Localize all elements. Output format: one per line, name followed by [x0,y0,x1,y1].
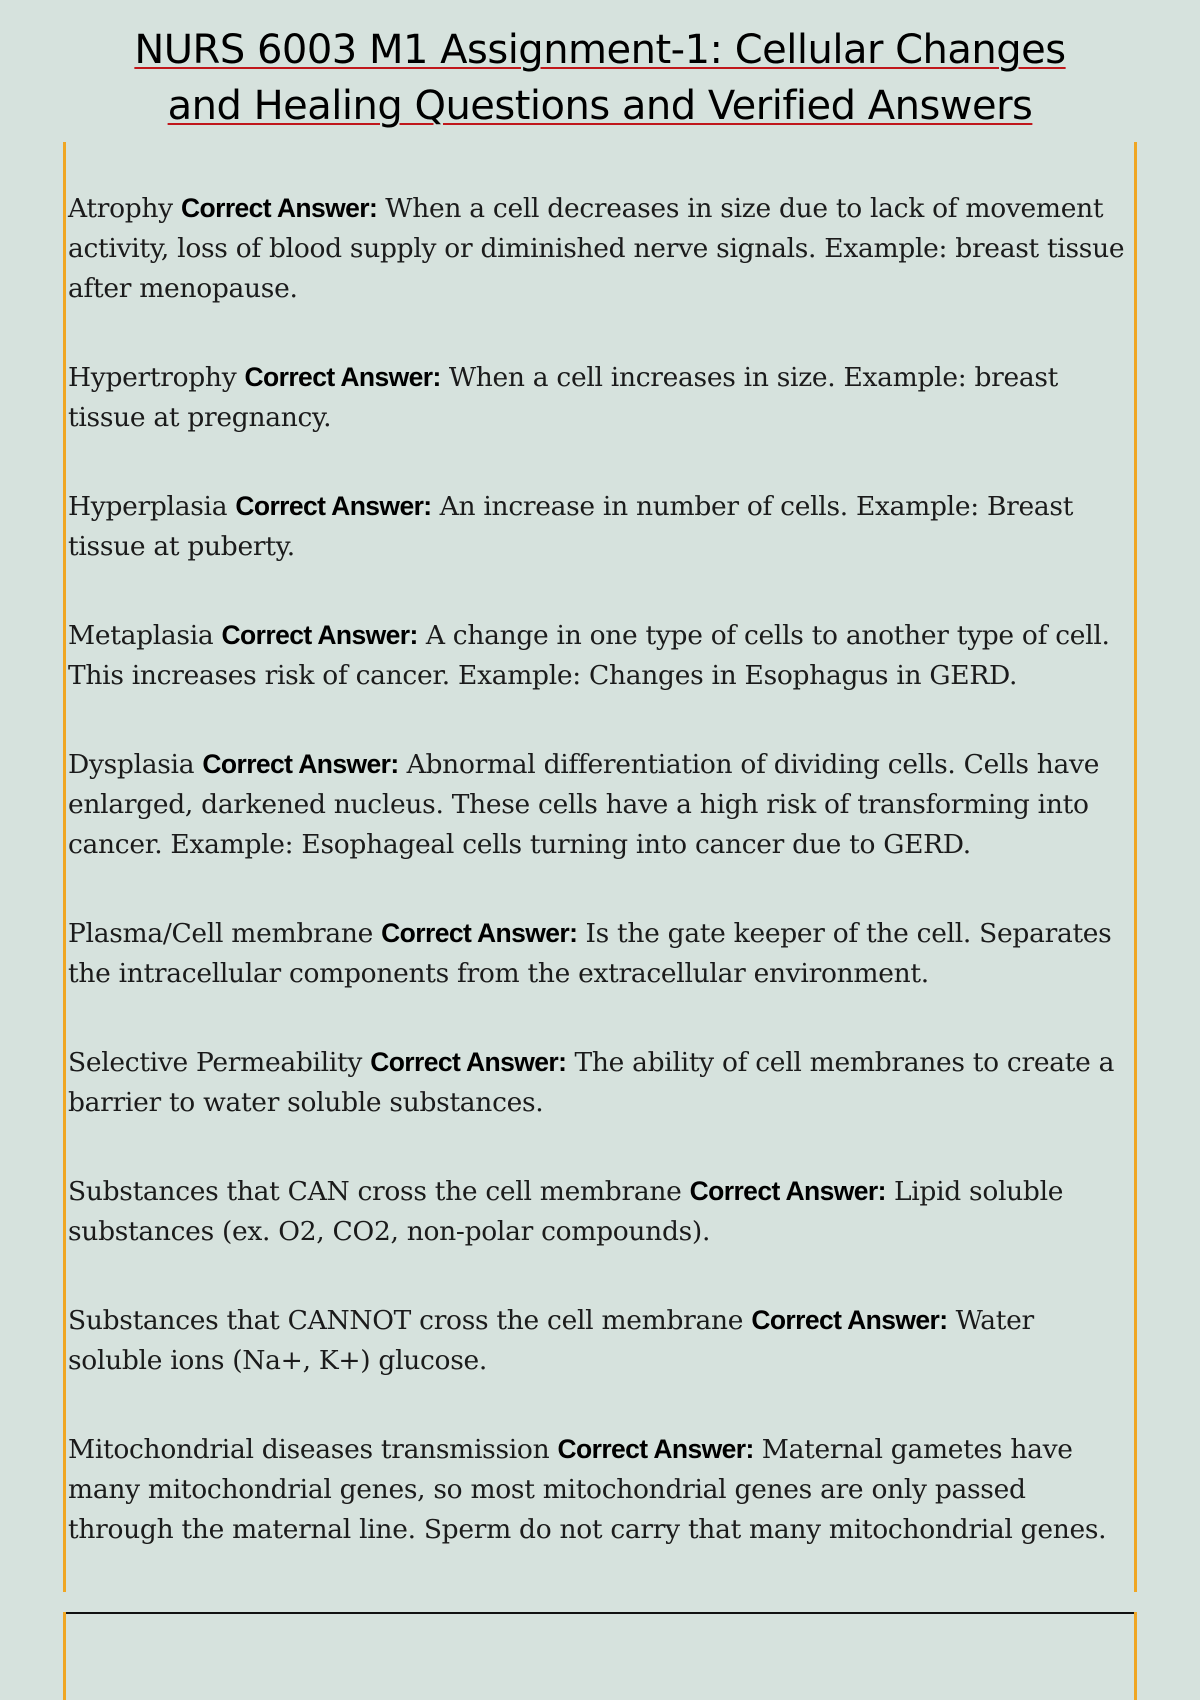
term: Hyperplasia [68,491,228,522]
qa-item-mitochondrial [68,1429,1130,1550]
correct-answer-label: Correct Answer: [202,749,399,779]
answer: An increase in number of cells. Example: Breast tissue at puberty. [68,491,1074,562]
answer: Water soluble ions (Na+, K+) glucose. [68,1305,1034,1376]
correct-answer-label: Correct Answer: [381,918,578,948]
qa-item-selective-permeability [68,1042,1130,1123]
correct-answer-label: Correct Answer: [370,1047,567,1077]
correct-answer-label: Correct Answer: [751,1305,948,1335]
correct-answer-label: Correct Answer: [235,491,432,521]
answer: Maternal gametes have many mitochondrial genes, so most mitochondrial genes are only passed through the maternal line. Sperm do not carry that many mitochondrial genes. [68,1434,1107,1545]
term: Selective Permeability [68,1047,363,1078]
left-border-rule-lower [63,1612,66,1700]
qa-item-dysplasia [68,744,1130,865]
answer: Lipid soluble substances (ex. O2, CO2, non-polar compounds). [68,1176,1064,1247]
answer: A change in one type of cells to another type of cell. This increases risk of cancer. Example: Changes in Esophagus in GERD. [68,620,1110,691]
answer: When a cell increases in size. Example: breast tissue at pregnancy. [68,362,1059,433]
term: Plasma/Cell membrane [68,918,374,949]
qa-item-cell-membrane [68,913,1130,994]
answer: Is the gate keeper of the cell. Separates the intracellular components from the extracellular environment. [68,918,1112,989]
qa-list [68,188,1130,1598]
term: Atrophy [68,193,173,224]
term: Hypertrophy [68,362,237,393]
term: Dysplasia [68,749,195,780]
correct-answer-label: Correct Answer: [180,193,378,223]
term: Mitochondrial diseases transmission [68,1434,550,1465]
page-title [0,22,1200,134]
qa-item-metaplasia [68,615,1130,696]
term: Substances that CANNOT cross the cell membrane [68,1305,744,1336]
answer: When a cell decreases in size due to lack of movement activity, loss of blood supply or diminished nerve signals. Example: breast tissue after menopause. [68,193,1125,304]
answer: Abnormal differentiation of dividing cells. Cells have enlarged, darkened nucleus. These cells have a high risk of transforming into cancer. Example: Esophageal cells turning into cancer due to GERD. [68,749,1100,860]
qa-item-cannot-cross [68,1300,1130,1381]
title-line-1: NURS 6003 M1 Assignment-1: Cellular Changes [134,27,1066,73]
correct-answer-label: Correct Answer: [221,620,418,650]
qa-item-hypertrophy [68,357,1130,438]
title-line-2: and Healing Questions and Verified Answers [167,83,1033,129]
term: Metaplasia [68,620,214,651]
correct-answer-label: Correct Answer: [244,362,441,392]
left-border-rule [63,142,66,1592]
term: Substances that CAN cross the cell membrane [68,1176,682,1207]
page-divider [63,1612,1137,1614]
correct-answer-label: Correct Answer: [557,1434,754,1464]
right-border-rule [1134,142,1137,1592]
correct-answer-label: Correct Answer: [689,1176,886,1206]
qa-item-atrophy [68,188,1130,309]
answer: The ability of cell membranes to create a barrier to water soluble substances. [68,1047,1115,1118]
qa-item-hyperplasia [68,486,1130,567]
qa-item-can-cross [68,1171,1130,1252]
right-border-rule-lower [1134,1612,1137,1700]
